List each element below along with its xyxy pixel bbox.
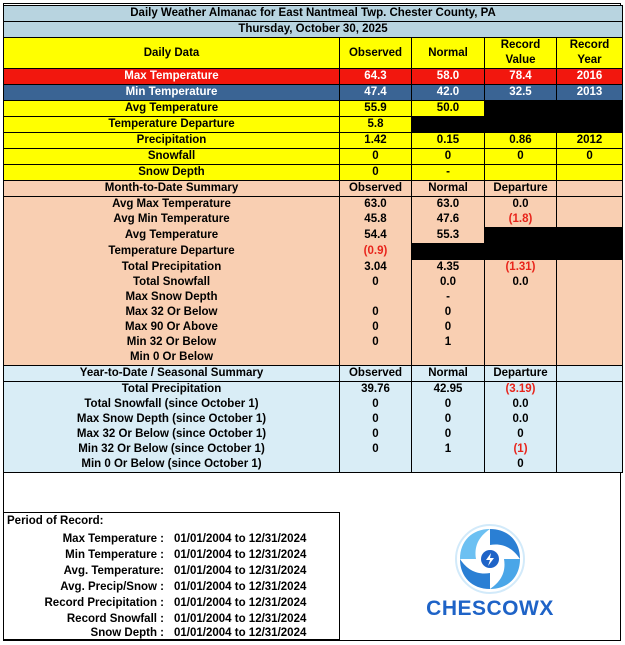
- period-label: Record Precipitation :: [44, 597, 164, 609]
- month-observed: 63.0: [340, 197, 412, 213]
- month-header-normal: Normal: [412, 181, 485, 197]
- month-row: [4, 197, 623, 213]
- daily-label: Max Temperature: [4, 69, 340, 85]
- month-row: [4, 275, 623, 290]
- year-header-normal: Normal: [412, 366, 485, 382]
- month-empty-cell: [557, 197, 623, 213]
- period-row: [4, 625, 334, 641]
- month-observed: 3.04: [340, 260, 412, 276]
- month-label: Min 0 Or Below: [4, 350, 340, 366]
- daily-header-observed: Observed: [340, 38, 412, 69]
- month-normal: 63.0: [412, 197, 485, 213]
- daily-record-year: 2013: [557, 85, 623, 101]
- year-empty-cell: [557, 382, 623, 398]
- daily-header-record-value: [485, 38, 557, 69]
- month-empty-cell: [557, 350, 623, 366]
- year-normal: 1: [412, 442, 485, 457]
- year-header-observed: Observed: [340, 366, 412, 382]
- year-departure: 0.0: [485, 412, 557, 427]
- month-normal: 0: [412, 320, 485, 335]
- daily-record-value: 0.86: [485, 133, 557, 149]
- period-label: Max Temperature :: [62, 533, 164, 545]
- month-departure: [485, 290, 557, 305]
- month-label: Total Snowfall: [4, 275, 340, 290]
- daily-record-value: 0: [485, 149, 557, 165]
- month-row: [4, 350, 623, 366]
- year-empty-cell: [557, 366, 623, 382]
- month-observed: 45.8: [340, 212, 412, 228]
- year-observed: 0: [340, 442, 412, 457]
- daily-observed: 0: [340, 165, 412, 181]
- blacked-cell: [485, 228, 557, 244]
- month-row: [4, 228, 623, 244]
- daily-row-min-temperature: [4, 85, 623, 101]
- almanac-table: [3, 5, 623, 473]
- year-empty-cell: [557, 442, 623, 457]
- period-label: Record Snowfall :: [66, 613, 164, 625]
- month-row: [4, 212, 623, 228]
- month-departure: [485, 350, 557, 366]
- year-normal: 0: [412, 412, 485, 427]
- year-header-departure: Departure: [485, 366, 557, 382]
- blacked-cell: [557, 228, 623, 244]
- period-row: [4, 547, 334, 563]
- daily-row-temperature-departure: [4, 117, 623, 133]
- year-label: Min 32 Or Below (since October 1): [4, 442, 340, 457]
- blacked-cell: [485, 244, 557, 260]
- period-label: Min Temperature :: [65, 549, 164, 561]
- blacked-cell: [412, 117, 485, 133]
- year-departure: (1): [485, 442, 557, 457]
- month-departure: [485, 335, 557, 350]
- daily-normal: 50.0: [412, 101, 485, 117]
- month-header-departure: Departure: [485, 181, 557, 197]
- daily-observed: 0: [340, 149, 412, 165]
- month-label: Avg Temperature: [4, 228, 340, 244]
- period-value: 01/01/2004 to 12/31/2024: [174, 565, 307, 577]
- daily-record-year: [557, 165, 623, 181]
- year-observed: 0: [340, 412, 412, 427]
- daily-normal: 0.15: [412, 133, 485, 149]
- hurricane-icon: [375, 520, 605, 598]
- period-value: 01/01/2004 to 12/31/2024: [174, 533, 307, 545]
- month-empty-cell: [557, 212, 623, 228]
- daily-row-avg-temperature: [4, 101, 623, 117]
- year-label: Max Snow Depth (since October 1): [4, 412, 340, 427]
- year-label: Total Precipitation: [4, 382, 340, 398]
- year-normal: 0: [412, 397, 485, 412]
- blacked-cell: [557, 244, 623, 260]
- month-empty-cell: [557, 335, 623, 350]
- year-row: [4, 397, 623, 412]
- year-observed: [340, 457, 412, 473]
- daily-header-normal: Normal: [412, 38, 485, 69]
- daily-record-year: 2016: [557, 69, 623, 85]
- month-observed: (0.9): [340, 244, 412, 260]
- month-departure: [485, 320, 557, 335]
- period-value: 01/01/2004 to 12/31/2024: [174, 581, 307, 593]
- year-observed: 39.76: [340, 382, 412, 398]
- month-row: [4, 244, 623, 260]
- year-departure: 0.0: [485, 397, 557, 412]
- period-row: [4, 531, 334, 547]
- year-observed: 0: [340, 397, 412, 412]
- blacked-cell: [557, 117, 623, 133]
- daily-row-max-temperature: [4, 69, 623, 85]
- record-year-line2: Year: [577, 54, 602, 66]
- month-empty-cell: [557, 275, 623, 290]
- month-header-row: [4, 181, 623, 197]
- month-departure: [485, 305, 557, 320]
- month-label: Max Snow Depth: [4, 290, 340, 305]
- month-observed: [340, 290, 412, 305]
- blacked-cell: [485, 101, 557, 117]
- month-observed: 0: [340, 275, 412, 290]
- daily-observed: 55.9: [340, 101, 412, 117]
- month-departure: (1.31): [485, 260, 557, 276]
- daily-normal: 0: [412, 149, 485, 165]
- period-value: 01/01/2004 to 12/31/2024: [174, 613, 307, 625]
- month-departure: 0.0: [485, 275, 557, 290]
- record-year-line1: Record: [569, 39, 610, 51]
- month-label: Temperature Departure: [4, 244, 340, 260]
- year-empty-cell: [557, 427, 623, 442]
- year-header-row: [4, 366, 623, 382]
- month-normal: 0: [412, 305, 485, 320]
- period-row: [4, 579, 334, 595]
- year-row: [4, 382, 623, 398]
- record-value-line1: Record: [500, 39, 541, 51]
- almanac-title: Daily Weather Almanac for East Nantmeal Twp. Chester County, PA: [4, 6, 623, 22]
- daily-label: Snowfall: [4, 149, 340, 165]
- daily-header-row: [4, 38, 623, 69]
- logo-text: CHESCOWX: [426, 597, 554, 620]
- year-label: Total Snowfall (since October 1): [4, 397, 340, 412]
- year-normal: 42.95: [412, 382, 485, 398]
- daily-record-year: 2012: [557, 133, 623, 149]
- period-value: 01/01/2004 to 12/31/2024: [174, 549, 307, 561]
- year-departure: 0: [485, 427, 557, 442]
- daily-row-snowfall: [4, 149, 623, 165]
- month-header-label: Month-to-Date Summary: [4, 181, 340, 197]
- daily-observed: 47.4: [340, 85, 412, 101]
- blacked-cell: [412, 244, 485, 260]
- period-label: Snow Depth :: [90, 627, 164, 639]
- daily-label: Temperature Departure: [4, 117, 340, 133]
- month-observed: 0: [340, 335, 412, 350]
- almanac-date: Thursday, October 30, 2025: [4, 22, 623, 38]
- daily-observed: 5.8: [340, 117, 412, 133]
- month-label: Max 32 Or Below: [4, 305, 340, 320]
- record-value-line2: Value: [505, 54, 536, 66]
- month-departure: (1.8): [485, 212, 557, 228]
- month-empty-cell: [557, 290, 623, 305]
- period-label: Avg. Temperature:: [63, 565, 164, 577]
- daily-record-value: 32.5: [485, 85, 557, 101]
- blacked-cell: [557, 101, 623, 117]
- month-row: [4, 260, 623, 276]
- year-row: [4, 442, 623, 457]
- month-label: Avg Max Temperature: [4, 197, 340, 213]
- month-label: Max 90 Or Above: [4, 320, 340, 335]
- month-label: Total Precipitation: [4, 260, 340, 276]
- daily-label: Avg Temperature: [4, 101, 340, 117]
- daily-normal: -: [412, 165, 485, 181]
- year-departure: 0: [485, 457, 557, 473]
- month-label: Avg Min Temperature: [4, 212, 340, 228]
- daily-record-value: [485, 165, 557, 181]
- period-of-record: [3, 512, 340, 640]
- month-empty-cell: [557, 260, 623, 276]
- period-row: [4, 563, 334, 579]
- year-empty-cell: [557, 412, 623, 427]
- period-row: [4, 595, 334, 611]
- month-label: Min 32 Or Below: [4, 335, 340, 350]
- daily-header-record-year: [557, 38, 623, 69]
- month-normal: 0.0: [412, 275, 485, 290]
- month-observed: 0: [340, 305, 412, 320]
- chescowx-logo: [375, 520, 605, 635]
- period-value: 01/01/2004 to 12/31/2024: [174, 597, 307, 609]
- month-empty-cell: [557, 181, 623, 197]
- year-departure: (3.19): [485, 382, 557, 398]
- month-departure: 0.0: [485, 197, 557, 213]
- month-header-observed: Observed: [340, 181, 412, 197]
- year-normal: [412, 457, 485, 473]
- daily-label: Snow Depth: [4, 165, 340, 181]
- month-normal: 47.6: [412, 212, 485, 228]
- daily-header-label: Daily Data: [4, 38, 340, 69]
- month-row: [4, 290, 623, 305]
- period-value: 01/01/2004 to 12/31/2024: [174, 627, 307, 639]
- year-empty-cell: [557, 457, 623, 473]
- month-normal: -: [412, 290, 485, 305]
- daily-row-precipitation: [4, 133, 623, 149]
- daily-record-year: 0: [557, 149, 623, 165]
- blacked-cell: [485, 117, 557, 133]
- year-label: Max 32 Or Below (since October 1): [4, 427, 340, 442]
- month-observed: [340, 350, 412, 366]
- daily-record-value: 78.4: [485, 69, 557, 85]
- month-empty-cell: [557, 320, 623, 335]
- daily-normal: 42.0: [412, 85, 485, 101]
- period-label: Avg. Precip/Snow :: [60, 581, 164, 593]
- year-observed: 0: [340, 427, 412, 442]
- month-observed: 0: [340, 320, 412, 335]
- month-normal: 55.3: [412, 228, 485, 244]
- daily-label: Precipitation: [4, 133, 340, 149]
- daily-observed: 1.42: [340, 133, 412, 149]
- month-empty-cell: [557, 305, 623, 320]
- year-row: [4, 427, 623, 442]
- year-row: [4, 412, 623, 427]
- year-header-label: Year-to-Date / Seasonal Summary: [4, 366, 340, 382]
- period-title: Period of Record:: [7, 515, 104, 527]
- daily-row-snow-depth: [4, 165, 623, 181]
- year-label: Min 0 Or Below (since October 1): [4, 457, 340, 473]
- month-normal: [412, 350, 485, 366]
- daily-observed: 64.3: [340, 69, 412, 85]
- month-normal: 1: [412, 335, 485, 350]
- year-row: [4, 457, 623, 473]
- month-row: [4, 320, 623, 335]
- month-row: [4, 335, 623, 350]
- month-observed: 54.4: [340, 228, 412, 244]
- year-normal: 0: [412, 427, 485, 442]
- daily-label: Min Temperature: [4, 85, 340, 101]
- month-row: [4, 305, 623, 320]
- month-normal: 4.35: [412, 260, 485, 276]
- daily-normal: 58.0: [412, 69, 485, 85]
- year-empty-cell: [557, 397, 623, 412]
